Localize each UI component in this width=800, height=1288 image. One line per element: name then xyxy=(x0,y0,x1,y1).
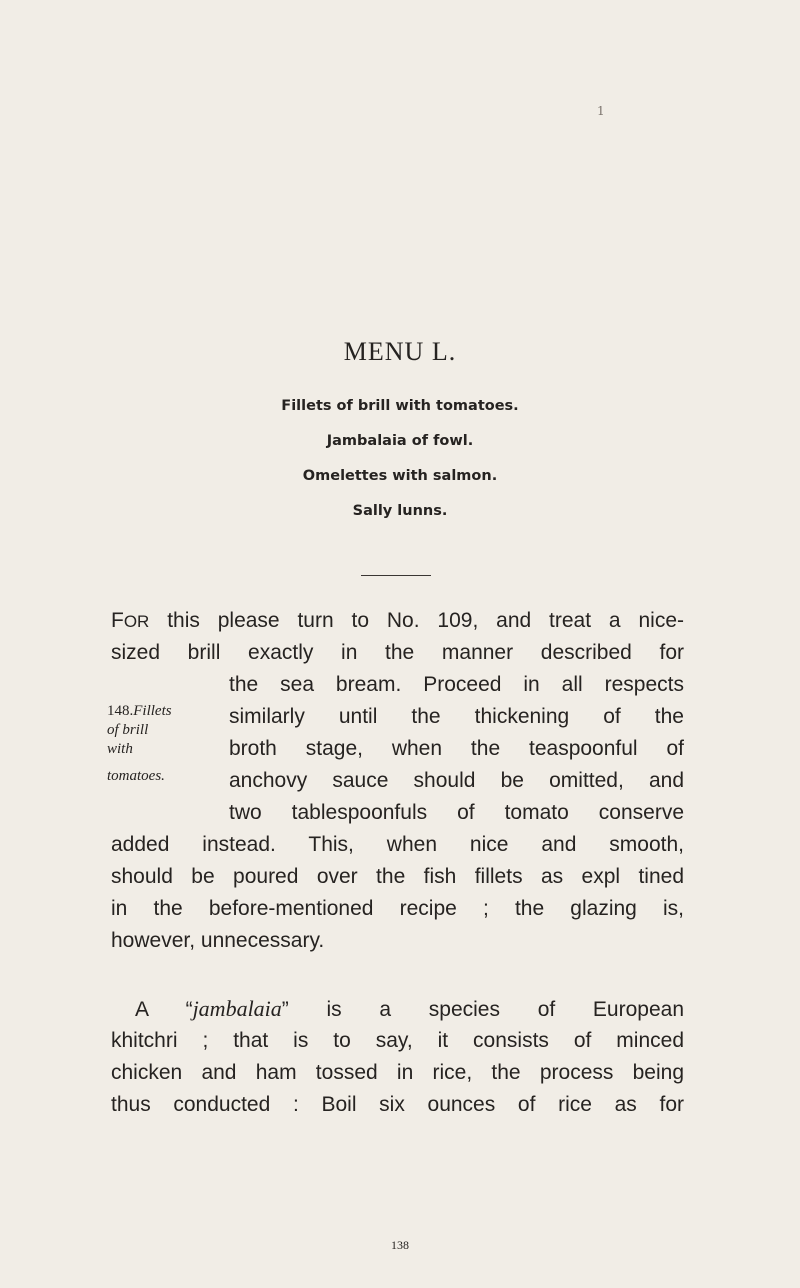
menu-title: MENU L. xyxy=(343,337,457,366)
jambalaia-term: jambalaia xyxy=(192,996,282,1021)
menu-item: Jambalaia of fowl. xyxy=(326,433,474,449)
recipe-number: 148. xyxy=(107,703,134,719)
text-line: thus conducted : Boil six ounces of rice as for xyxy=(111,1093,684,1116)
text-line: FOR this please turn to No. 109, and treat a nice- xyxy=(111,609,684,632)
text-line: added instead. This, when nice and smooth, xyxy=(111,833,684,856)
text-line: sized brill exactly in the manner described for xyxy=(111,641,684,664)
menu-item: Omelettes with salmon. xyxy=(302,468,498,484)
text-line: two tablespoonfuls of tomato conserve xyxy=(229,801,684,824)
text-line: A “jambalaia” is a species of European xyxy=(111,994,684,1024)
paragraph-lead: A xyxy=(135,998,186,1021)
corner-mark: 1 xyxy=(597,104,605,118)
paragraph-lead: FOR xyxy=(111,609,150,632)
margin-note: 148.Fillets of brill with tomatoes. xyxy=(107,703,172,784)
text-line: khitchri ; that is to say, it consists of minced xyxy=(111,1029,684,1052)
text-line: however, unnecessary. xyxy=(111,929,325,952)
page-number: 138 xyxy=(391,1238,409,1252)
text-line: in the before-mentioned recipe ; the glazing is, xyxy=(111,897,684,920)
text-line: broth stage, when the teaspoonful of xyxy=(229,737,684,760)
text-line: similarly until the thickening of the xyxy=(229,705,684,728)
text-line: the sea bream. Proceed in all respects xyxy=(229,673,684,696)
text-line: anchovy sauce should be omitted, and xyxy=(229,769,684,792)
menu-item: Sally lunns. xyxy=(352,503,448,519)
menu-item: Fillets of brill with tomatoes. xyxy=(281,398,519,414)
text-line: chicken and ham tossed in rice, the process being xyxy=(111,1061,684,1084)
text-line: should be poured over the fish fillets as expl tined xyxy=(111,865,684,888)
